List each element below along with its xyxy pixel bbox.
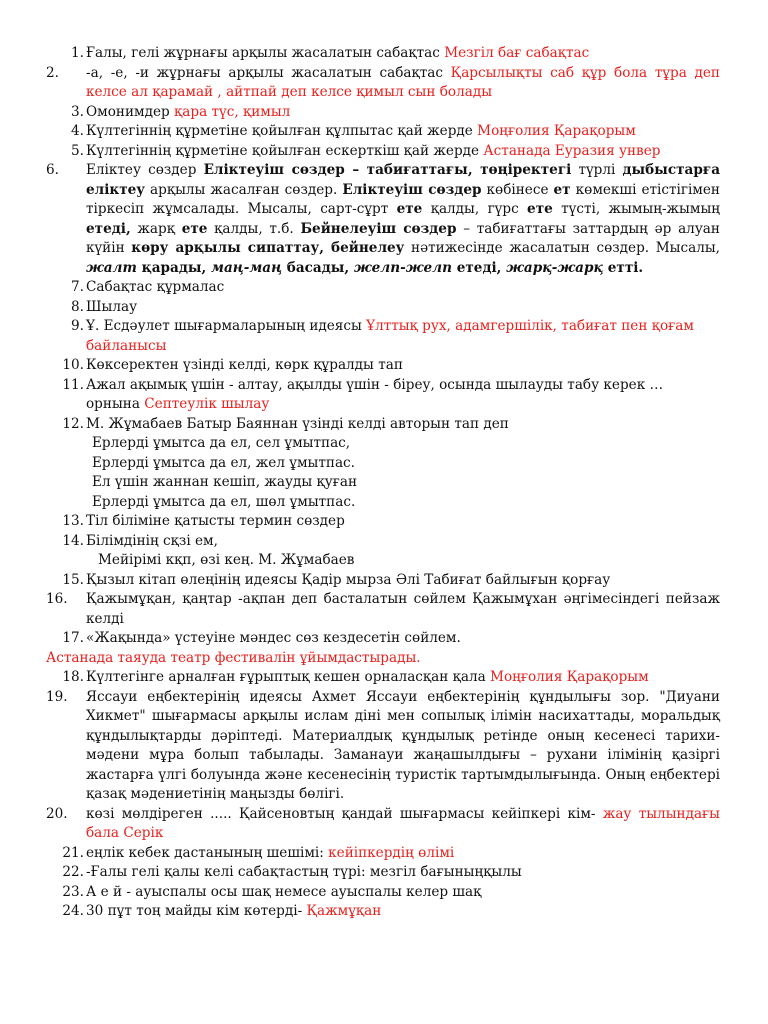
list-item-16 (46, 590, 720, 629)
term-bold-italic: маң-маң (211, 259, 283, 276)
term-bold: көру арқылы сипаттау, бейнелеу (131, 240, 405, 256)
item-number: 15. (62, 571, 84, 588)
list-item-24 (46, 902, 720, 922)
item-question: Сабақтас құрмалас (86, 279, 225, 295)
item-text: түрлі (571, 162, 623, 178)
item-question: Шылау (86, 298, 138, 315)
term-bold: ете (181, 220, 208, 237)
term-bold: Еліктеуіш сөздер (342, 181, 482, 198)
poem-line-4: Ерлерді ұмытса да ел, шөл ұмытпас. (92, 493, 356, 510)
item-number: 17. (62, 630, 84, 646)
term-bold: дыбыстарға еліктеу (86, 162, 721, 198)
item-answer: Септеулік шылау (144, 396, 270, 412)
item-question: Ғалы, гелі жұрнағы арқылы жасалатын сабақтас (86, 45, 445, 61)
item-question: еңлік кебек дастанының шешімі: (86, 844, 329, 861)
term-bold: қарады, (136, 259, 212, 276)
item-question: Күлтегіннің құрметіне қойылған ескерткіш қай жерде (86, 142, 484, 159)
item-number: 23. (62, 883, 84, 900)
item-number: 14. (62, 532, 84, 549)
poem-line-1: Ерлерді ұмытса да ел, сел ұмытпас, (92, 435, 351, 451)
term-bold: ете (527, 201, 553, 217)
item-text: арқылы жасалған сөздер. (145, 181, 343, 198)
item-text: жарқ (130, 220, 182, 237)
list-item-3 (46, 103, 720, 123)
item-text: Еліктеу сөздер (86, 162, 204, 178)
term-bold: етеді, (451, 259, 507, 276)
item-answer: Қажмұқан (306, 903, 382, 919)
item-answer: Мезгіл бағ сабақтас (444, 45, 590, 61)
answer-line: Астанада таяуда театр фестивалін ұйымдастырады. (46, 649, 421, 666)
item-number: 20. (46, 805, 68, 822)
item-number: 8. (71, 298, 84, 315)
item-answer: Моңғолия Қарақорым (477, 123, 636, 139)
item-text: көмекші етістігімен тіркесіп жұмсалады. Мысалы, сарт-сұрт (86, 181, 720, 217)
item-answer: Қарсылықты саб құр бола тұра деп келсе ал қарамай , айтпай деп келсе қимыл сын болады (86, 64, 720, 100)
item-number: 9. (71, 318, 84, 334)
item-number: 4. (71, 123, 84, 139)
list-item-4 (46, 122, 720, 142)
list-item-13 (46, 512, 720, 532)
item-question: Білімдінің сқзі ем, (86, 532, 218, 549)
item-number: 2. (46, 64, 59, 81)
item-number: 12. (62, 415, 84, 432)
list-item-14 (46, 532, 720, 552)
item-question: Ұ. Есдәулет шығармаларының идеясы (86, 318, 367, 334)
list-item-10 (46, 356, 720, 376)
term-bold: басады, (282, 259, 354, 276)
list-item-18 (46, 668, 720, 688)
item-answer: кейіпкердің өлімі (328, 844, 455, 861)
item-question: -а, -е, -и жұрнағы арқылы жасалатын сабақтас (86, 64, 451, 81)
item-question: Омонимдер (86, 103, 175, 120)
item-question: Күлтегінге арналған ғұрыптық кешен орналасқан қала (86, 669, 491, 685)
term-bold: Еліктеуіш сөздер – табиғаттағы, төңіректегі (203, 162, 572, 178)
item-question: Ажал ақымық үшін - алтау, ақылды үшін - біреу, осында шылауды табу керек … орнына (86, 376, 664, 412)
list-item-20 (46, 805, 720, 844)
list-item-23 (46, 883, 720, 903)
list-item-1 (46, 44, 720, 64)
item-question: 30 пұт тоң майды кім көтерді- (86, 903, 307, 919)
item-question: Күлтегіннің құрметіне қойылған құлпытас қай жерде (86, 123, 478, 139)
item-number: 19. (46, 688, 68, 705)
item-number: 3. (71, 103, 84, 120)
term-bold-italic: жалт (86, 259, 137, 276)
item-answer: жау тылындағы бала Серік (86, 805, 720, 841)
list-item-17 (46, 629, 720, 649)
quote-line: Мейірімі кқп, өзі кең. М. Жұмабаев (98, 552, 355, 568)
item-answer: қара түс, қимыл (174, 103, 291, 120)
list-item-7 (46, 278, 720, 298)
item-question: Яссауи еңбектерінің идеясы Ахмет Яссауи еңбектерінің құндылығы зор. "Диуани Хикмет" шығармасы арқылы ислам діні мен сопылық ілімін насихаттады, моральдық құндылықтарды дәріптеді. Материалдық құндылық ретінде оның кесенесі тарихи-мәдени мұра болып табылады. Заманауи жаңашылдығы – рухани ілімінің қазіргі жастарға үлгі болуында және кесенесінің туристік тартымдылығында. Оның еңбектері қазақ мәдениетінің маңызды бөлігі. (86, 688, 720, 802)
item-text: көбінесе (481, 181, 554, 198)
item-question: Тіл біліміне қатысты термин сөздер (86, 513, 345, 529)
list-item-2 (46, 64, 720, 103)
list-item-19 (46, 688, 720, 805)
item-number: 5. (71, 142, 84, 159)
item-text: түсті, жымың-жымың (552, 201, 720, 217)
term-bold-italic: жарқ-жарқ (506, 259, 604, 276)
item-answer: Моңғолия Қарақорым (490, 669, 649, 685)
item-number: 6. (46, 162, 59, 178)
item-question: А е й - ауыспалы осы шақ немесе ауыспалы келер шақ (86, 883, 482, 900)
term-bold: етеді, (86, 220, 131, 237)
item-text: – табиғаттағы заттардың әр алуан күйін (86, 220, 720, 256)
item-text: қалды, гүрс (422, 201, 528, 217)
item-answer: Астанада Еуразия унвер (483, 142, 661, 159)
term-bold: Бейнелеуіш сөздер (300, 220, 457, 237)
item-text: нәтижесінде жасалатын сөздер. Мысалы, (404, 240, 720, 256)
item-number: 7. (71, 279, 84, 295)
item-answer: Ұлттық рух, адамгершілік, табиғат пен қоғам байланысы (86, 318, 694, 354)
item-number: 24. (62, 903, 84, 919)
item-question: Қажымұқан, қаңтар -ақпан деп басталатын сөйлем Қажымұхан әңгімесіндегі пейзаж келді (86, 591, 720, 627)
item-number: 21. (62, 844, 84, 861)
item-question: Қызыл кітап өлеңінің идеясы Қадір мырза Әлі Табиғат байлығын қорғау (86, 571, 611, 588)
list-item-6 (46, 161, 720, 278)
list-item-11 (46, 376, 720, 415)
poem-line-2: Ерлерді ұмытса да ел, жел ұмытпас. (92, 454, 355, 471)
item-number: 22. (62, 864, 84, 880)
item-question: Көксеректен үзінді келді, көрк құралды тап (86, 357, 403, 373)
item-number: 10. (62, 357, 84, 373)
item-number: 11. (62, 376, 84, 393)
term-bold: ете (396, 201, 423, 217)
term-bold: етті. (603, 259, 644, 276)
item-question: көзі мөлдіреген ..... Қайсеновтың қандай шығармасы кейіпкері кім- (86, 805, 603, 822)
term-bold-italic: желп-желп (353, 259, 452, 276)
item-question: «Жақында» үстеуіне мәндес сөз кездесетін сөйлем. (86, 630, 461, 646)
item-number: 16. (46, 591, 68, 607)
list-item-8 (46, 298, 720, 318)
poem-line-3: Ел үшін жаннан кешіп, жауды қуған (92, 474, 358, 490)
list-item-21 (46, 844, 720, 864)
item-question: -Ғалы гелі қалы келі сабақтастың түрі: мезгіл бағыныңқылы (86, 864, 522, 880)
item-number: 1. (71, 45, 84, 61)
item-text: қалды, т.б. (207, 220, 301, 237)
list-item-12 (46, 415, 720, 435)
term-bold: ет (553, 181, 571, 198)
item-question: М. Жұмабаев Батыр Баяннан үзінді келді авторын тап деп (86, 415, 509, 432)
item-number: 13. (62, 513, 84, 529)
list-item-9 (46, 317, 720, 356)
item-number: 18. (62, 669, 84, 685)
list-item-22 (46, 863, 720, 883)
list-item-5 (46, 142, 720, 162)
list-item-15 (46, 571, 720, 591)
